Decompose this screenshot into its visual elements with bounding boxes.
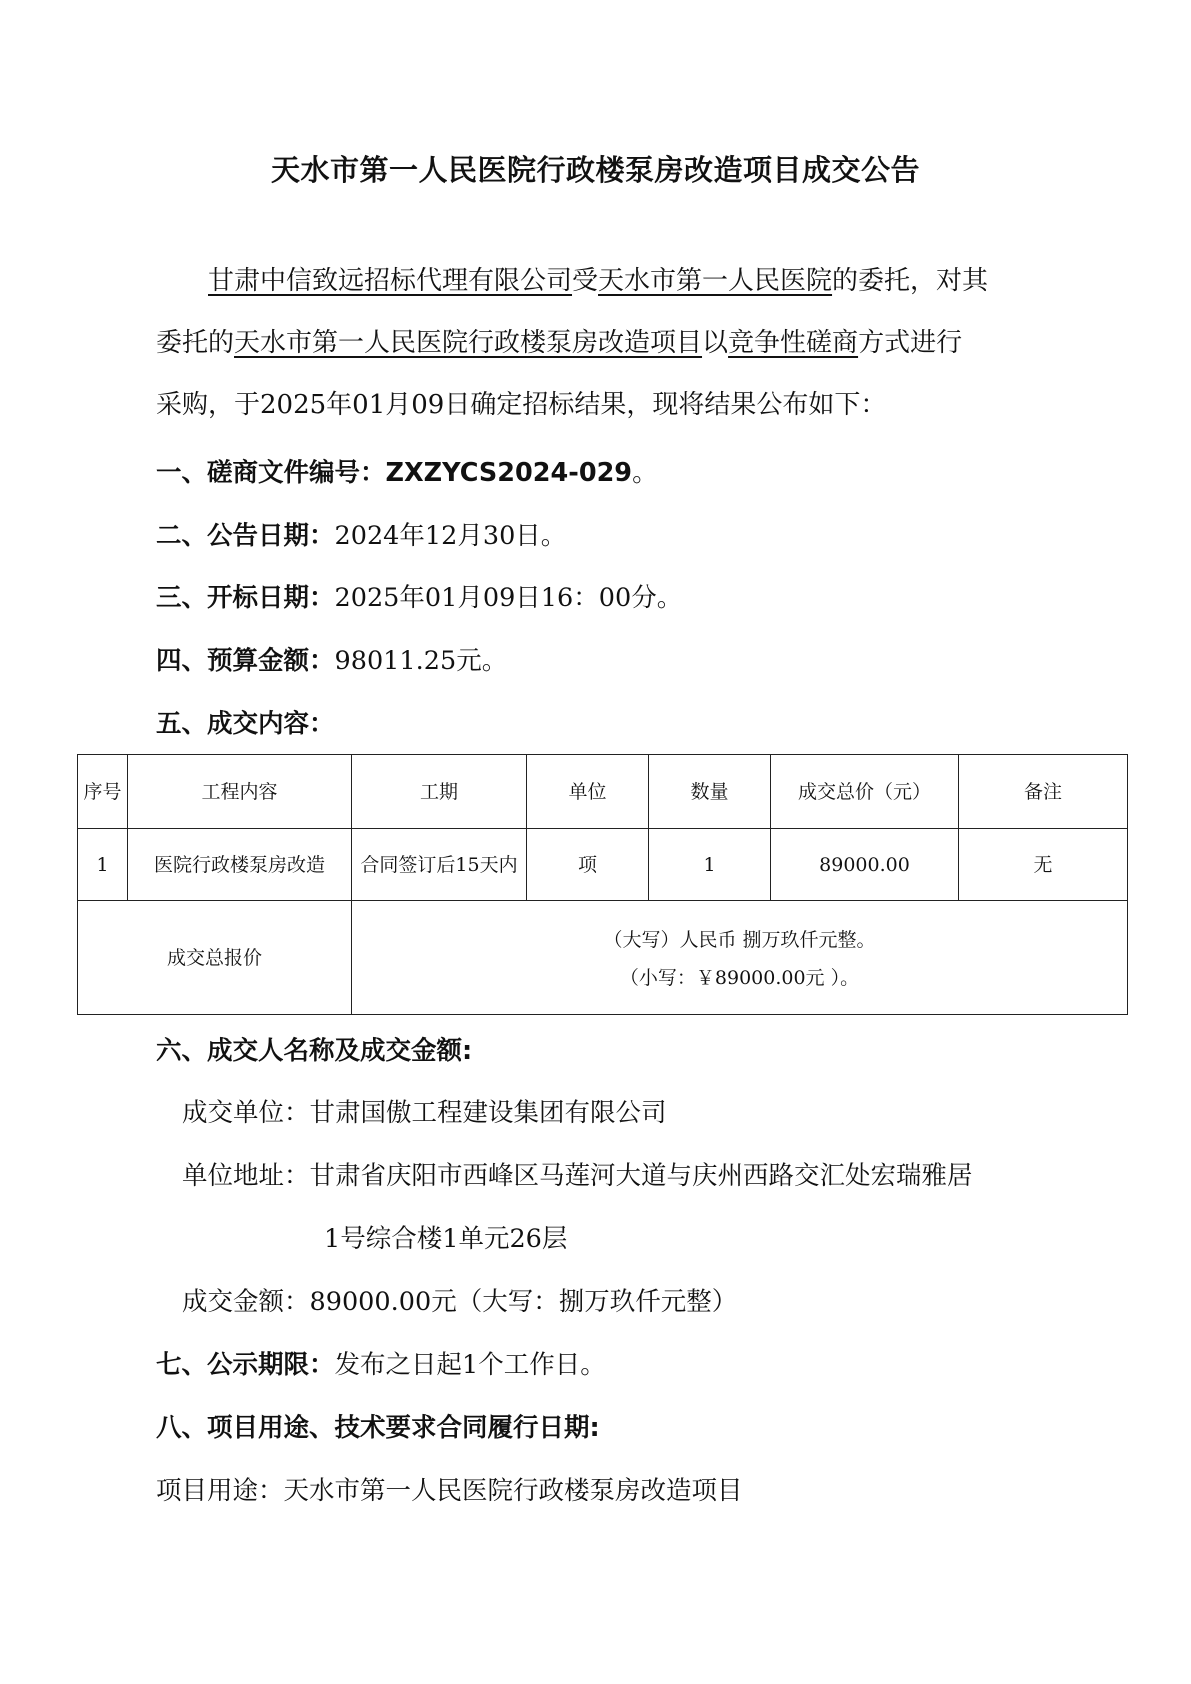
intro-text: 委托的 (156, 328, 235, 358)
section-heading: 八、项目用途、技术要求合同履行日期: (156, 1413, 600, 1443)
winner-address (182, 1156, 973, 1192)
intro-paragraph (156, 250, 1052, 436)
winner-unit (182, 1093, 667, 1129)
section-heading: 七、公示期限： (156, 1350, 335, 1380)
winner-amount (182, 1282, 737, 1318)
intro-line-1 (156, 250, 1052, 312)
header-cell: 数量 (649, 755, 771, 829)
section-heading: 四、预算金额： (156, 646, 335, 676)
deal-table (77, 754, 1128, 1015)
header-cell: 备注 (959, 755, 1128, 829)
section-heading: 二、公告日期： (156, 521, 335, 551)
winner-address-value: 甘肃省庆阳市西峰区马莲河大道与庆州西路交汇处宏瑞雅居 (309, 1161, 973, 1191)
section-8 (156, 1408, 600, 1444)
section-heading: 一、磋商文件编号： (156, 458, 386, 488)
section-5 (156, 704, 335, 740)
intro-text: 采购，于2025年01月09日确定招标结果，现将结果公布如下： (156, 390, 887, 420)
winner-address-label: 单位地址： (182, 1161, 310, 1191)
intro-line-2 (156, 312, 1052, 374)
winner-unit-label: 成交单位： (182, 1098, 310, 1128)
winner-address-continued: 1号综合楼1单元26层 (324, 1224, 568, 1254)
project-usage (156, 1471, 743, 1507)
section-1 (156, 453, 658, 489)
purchaser-name: 天水市第一人民医院 (598, 266, 833, 296)
header-cell: 成交总价（元） (771, 755, 959, 829)
header-cell: 序号 (78, 755, 128, 829)
project-name: 天水市第一人民医院行政楼泵房改造项目 (234, 328, 703, 358)
total-value (352, 901, 1128, 1015)
header-cell: 单位 (527, 755, 649, 829)
total-label: 成交总报价 (78, 901, 352, 1015)
intro-text: 以 (702, 328, 729, 358)
intro-text: 受 (572, 266, 599, 296)
agency-name: 甘肃中信致远招标代理有限公司 (208, 266, 573, 296)
row-unit: 项 (527, 829, 649, 901)
page-title: 天水市第一人民医院行政楼泵房改造项目成交公告 (270, 153, 920, 187)
usage-label: 项目用途： (156, 1476, 284, 1506)
section-heading: 六、成交人名称及成交金额: (156, 1036, 473, 1066)
section-heading: 五、成交内容： (156, 709, 335, 739)
winner-amount-label: 成交金额： (182, 1287, 310, 1317)
total-upper: （大写）人民币 捌万玖仟元整。 (603, 928, 876, 951)
section-3 (156, 578, 682, 614)
intro-text: 方式进行 (858, 328, 963, 358)
row-quantity: 1 (649, 829, 771, 901)
budget-amount: 98011.25元。 (334, 646, 508, 676)
opening-date: 2025年01月09日16：00分。 (334, 583, 683, 613)
row-total: 89000.00 (771, 829, 959, 901)
intro-text: 的委托，对其 (832, 266, 989, 296)
row-content: 医院行政楼泵房改造 (128, 829, 352, 901)
winner-unit-value: 甘肃国傲工程建设集团有限公司 (309, 1098, 667, 1128)
usage-value: 天水市第一人民医院行政楼泵房改造项目 (283, 1476, 743, 1506)
table-total-row (78, 901, 1128, 1015)
total-lower: （小写：￥89000.00元 ）。 (619, 966, 860, 989)
section-4 (156, 641, 507, 677)
section-7 (156, 1345, 606, 1381)
section-text: 。 (632, 458, 658, 488)
header-cell: 工程内容 (128, 755, 352, 829)
section-6 (156, 1031, 472, 1067)
header-cell: 工期 (352, 755, 527, 829)
publicity-period: 发布之日起1个工作日。 (334, 1350, 606, 1380)
row-remark: 无 (959, 829, 1128, 901)
row-number: 1 (78, 829, 128, 901)
document-number: ZXZYCS2024-029 (385, 458, 633, 488)
table-row (78, 829, 1128, 901)
winner-amount-value: 89000.00元（大写：捌万玖仟元整） (309, 1287, 738, 1317)
procurement-method: 竞争性磋商 (728, 328, 859, 358)
announcement-date: 2024年12月30日。 (334, 521, 567, 551)
section-2 (156, 516, 566, 552)
table-header-row (78, 755, 1128, 829)
row-period: 合同签订后15天内 (352, 829, 527, 901)
intro-line-3 (156, 374, 1052, 436)
section-heading: 三、开标日期： (156, 583, 335, 613)
